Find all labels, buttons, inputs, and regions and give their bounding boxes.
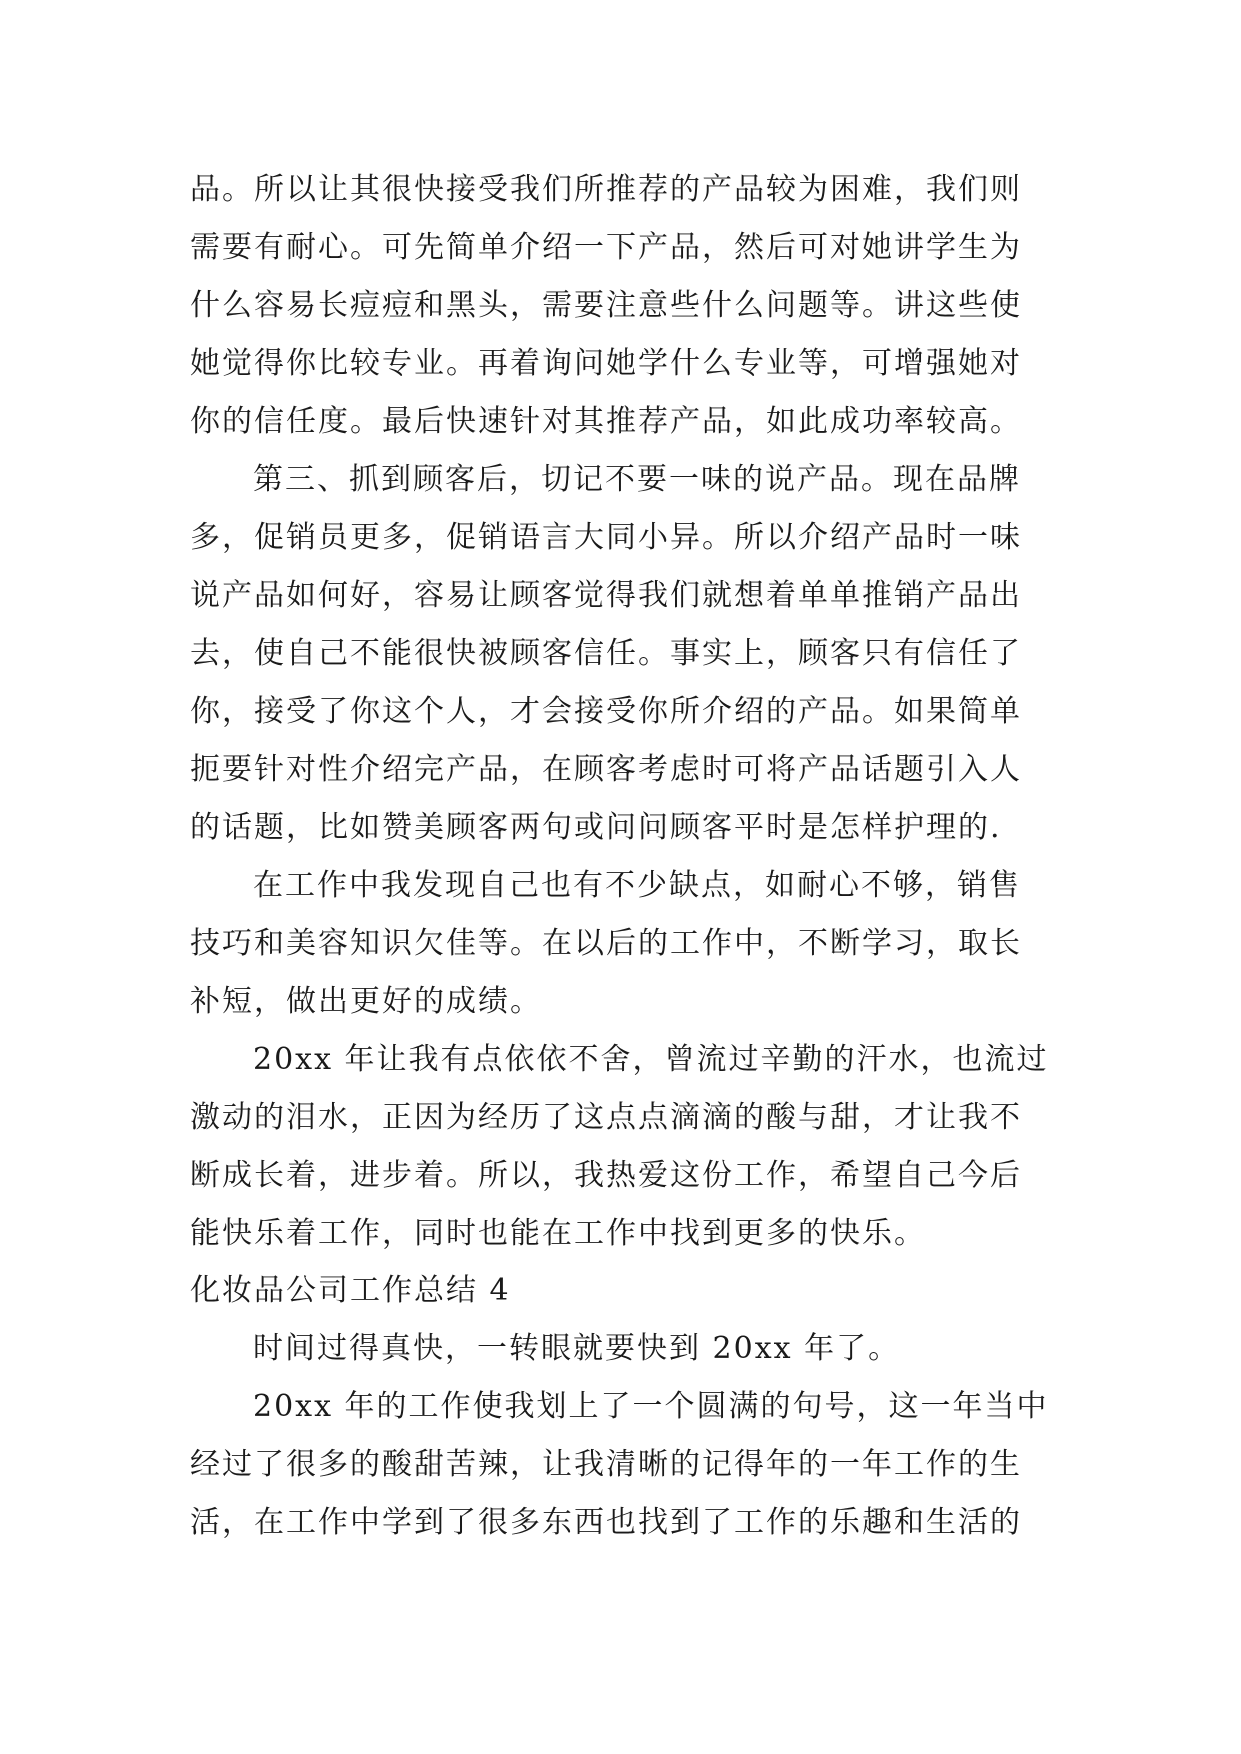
text-line: 能快乐着工作，同时也能在工作中找到更多的快乐。 [190,1216,926,1251]
text-line: 什么容易长痘痘和黑头，需要注意些什么问题等。讲这些使 [190,288,1022,323]
text-line: 她觉得你比较专业。再着询问她学什么专业等，可增强她对 [190,346,1022,381]
text-line: 断成长着，进步着。所以，我热爱这份工作，希望自己今后 [190,1158,1022,1193]
text-line: 去，使自己不能很快被顾客信任。事实上，顾客只有信任了 [190,636,1022,671]
text-line: 你的信任度。最后快速针对其推荐产品，如此成功率较高。 [190,404,1022,439]
text-line: 你，接受了你这个人，才会接受你所介绍的产品。如果简单 [190,694,1022,729]
text-line: 技巧和美容知识欠佳等。在以后的工作中，不断学习，取长 [190,926,1022,961]
text-line: 时间过得真快，一转眼就要快到 20xx 年了。 [253,1331,901,1366]
text-line: 补短，做出更好的成绩。 [190,984,542,1019]
text-line: 活，在工作中学到了很多东西也找到了工作的乐趣和生活的 [190,1505,1022,1540]
text-line: 多，促销员更多，促销语言大同小异。所以介绍产品时一味 [190,520,1022,555]
section-heading: 化妆品公司工作总结 4 [190,1273,511,1308]
text-line: 的话题，比如赞美顾客两句或问问顾客平时是怎样护理的. [190,810,1002,845]
text-line: 扼要针对性介绍完产品，在顾客考虑时可将产品话题引入人 [190,752,1022,787]
text-line: 激动的泪水，正因为经历了这点点滴滴的酸与甜，才让我不 [190,1100,1022,1135]
text-line: 第三、抓到顾客后，切记不要一味的说产品。现在品牌 [253,462,1021,497]
text-line: 在工作中我发现自己也有不少缺点，如耐心不够，销售 [253,868,1021,903]
text-line: 说产品如何好，容易让顾客觉得我们就想着单单推销产品出 [190,578,1022,613]
text-line: 需要有耐心。可先简单介绍一下产品，然后可对她讲学生为 [190,230,1022,265]
text-line: 经过了很多的酸甜苦辣，让我清晰的记得年的一年工作的生 [190,1447,1022,1482]
text-line: 20xx 年的工作使我划上了一个圆满的句号，这一年当中 [253,1389,1049,1424]
text-line: 20xx 年让我有点依依不舍，曾流过辛勤的汗水，也流过 [253,1042,1049,1077]
text-line: 品。所以让其很快接受我们所推荐的产品较为困难，我们则 [190,172,1022,207]
